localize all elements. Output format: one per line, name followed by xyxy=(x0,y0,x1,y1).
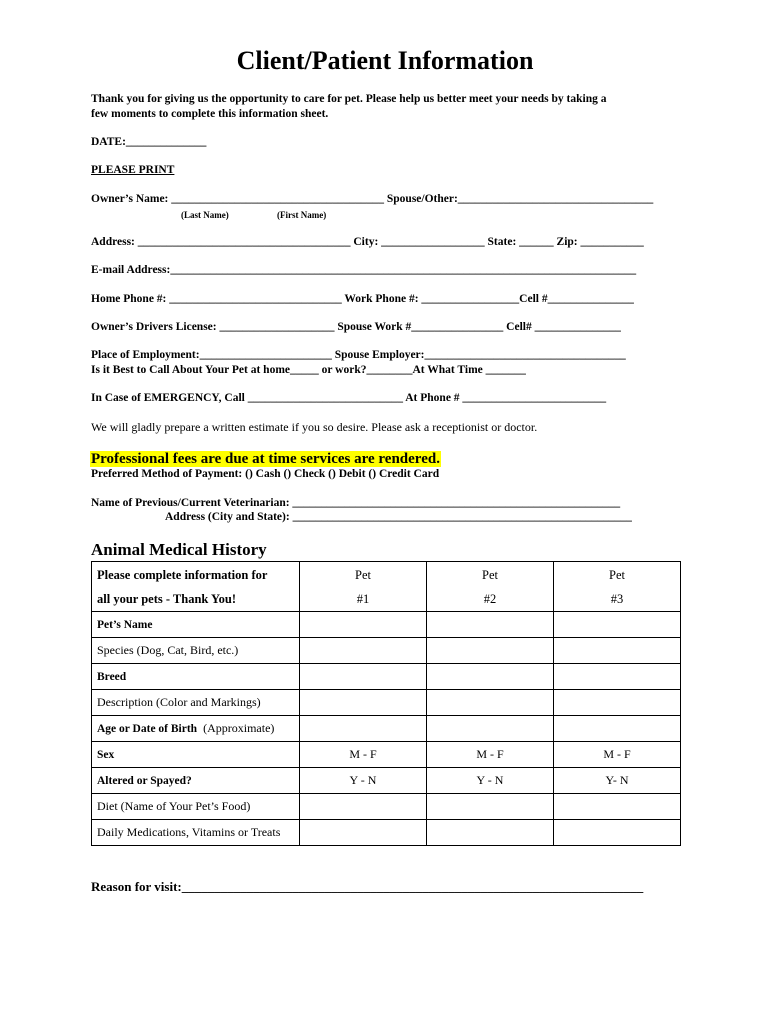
pet-3-description-cell[interactable] xyxy=(554,690,681,716)
pet-1-header-line-1: Pet xyxy=(355,567,371,582)
pet-2-diet-cell[interactable] xyxy=(427,794,554,820)
header-line-2: all your pets - Thank You! xyxy=(97,591,237,606)
address-field[interactable]: Address: _____________________________________ City: __________________ State: ______ Zip: ___________ xyxy=(91,236,644,248)
table-row xyxy=(92,638,681,664)
table-row xyxy=(92,794,681,820)
row-label xyxy=(92,638,300,664)
description-label: Description (Color and Markings) xyxy=(97,695,261,709)
email-field[interactable]: E-mail Address:_________________________________________________________________________________ xyxy=(91,264,637,276)
pet-3-diet-cell[interactable] xyxy=(554,794,681,820)
intro-text-line-1: Thank you for giving us the opportunity to care for pet. Please help us better meet your needs by taking a xyxy=(91,93,607,105)
previous-vet-address-field[interactable]: Address (City and State): ___________________________________________________________ xyxy=(165,511,632,523)
row-label xyxy=(92,716,300,742)
date-field[interactable]: DATE:______________ xyxy=(91,136,207,148)
pet-2-altered-cell[interactable]: Y - N xyxy=(427,768,554,794)
pet-3-medications-cell[interactable] xyxy=(554,820,681,846)
table-header-instructions xyxy=(92,562,300,612)
pet-1-altered-cell[interactable]: Y - N xyxy=(300,768,427,794)
row-label xyxy=(92,794,300,820)
sex-label: Sex xyxy=(97,749,115,761)
pet-2-description-cell[interactable] xyxy=(427,690,554,716)
age-label: Age or Date of Birth xyxy=(97,723,198,735)
header-line-1: Please complete information for xyxy=(97,567,268,582)
license-fields[interactable]: Owner’s Drivers License: ____________________ Spouse Work #________________ Cell# _______________ xyxy=(91,321,621,333)
table-row xyxy=(92,768,681,794)
pet-3-name-cell[interactable] xyxy=(554,612,681,638)
call-preference-field[interactable]: Is it Best to Call About Your Pet at home_____ or work?________At What Time _______ xyxy=(91,364,526,376)
pet-3-sex-cell[interactable]: M - F xyxy=(554,742,681,768)
reason-for-visit-field[interactable]: Reason for visit:_______________________________________________________________________ xyxy=(91,879,644,894)
owner-name-field[interactable]: Owner’s Name: _____________________________________ Spouse/Other:__________________________________ xyxy=(91,193,654,205)
pet-2-species-cell[interactable] xyxy=(427,638,554,664)
row-label xyxy=(92,820,300,846)
page-title: Client/Patient Information xyxy=(236,46,534,75)
pet-2-sex-cell[interactable]: M - F xyxy=(427,742,554,768)
table-row xyxy=(92,690,681,716)
pet-2-header-line-1: Pet xyxy=(482,567,498,582)
please-print-label: PLEASE PRINT xyxy=(91,164,175,176)
animal-medical-history-title: Animal Medical History xyxy=(91,540,267,559)
last-name-hint: (Last Name) xyxy=(181,210,229,220)
pet-2-breed-cell[interactable] xyxy=(427,664,554,690)
pet-1-age-cell[interactable] xyxy=(300,716,427,742)
first-name-hint: (First Name) xyxy=(277,210,327,220)
species-label: Species (Dog, Cat, Bird, etc.) xyxy=(97,643,239,657)
pet-3-header xyxy=(554,562,681,612)
pet-3-header-line-1: Pet xyxy=(609,567,625,582)
fees-notice-text: Professional fees are due at time services are rendered. xyxy=(91,451,440,467)
payment-method-options[interactable]: Preferred Method of Payment: () Cash () Check () Debit () Credit Card xyxy=(91,468,440,480)
breed-label: Breed xyxy=(97,671,127,683)
table-row xyxy=(92,820,681,846)
pet-2-age-cell[interactable] xyxy=(427,716,554,742)
pet-1-breed-cell[interactable] xyxy=(300,664,427,690)
table-row xyxy=(92,664,681,690)
row-label xyxy=(92,742,300,768)
fees-notice xyxy=(90,450,441,468)
pet-1-name-cell[interactable] xyxy=(300,612,427,638)
pet-1-species-cell[interactable] xyxy=(300,638,427,664)
row-label xyxy=(92,768,300,794)
pets-name-label: Pet’s Name xyxy=(97,619,153,631)
table-row xyxy=(92,742,681,768)
row-label xyxy=(92,690,300,716)
emergency-contact-field[interactable]: In Case of EMERGENCY, Call ___________________________ At Phone # _________________________ xyxy=(91,392,607,404)
pet-2-header-line-2: #2 xyxy=(483,591,497,606)
estimate-note: We will gladly prepare a written estimate if you so desire. Please ask a receptionist or doctor. xyxy=(91,420,538,434)
pet-3-species-cell[interactable] xyxy=(554,638,681,664)
pet-1-sex-cell[interactable]: M - F xyxy=(300,742,427,768)
employment-fields[interactable]: Place of Employment:_______________________ Spouse Employer:___________________________________ xyxy=(91,349,626,361)
medications-label: Daily Medications, Vitamins or Treats xyxy=(97,825,281,839)
altered-label: Altered or Spayed? xyxy=(97,775,192,787)
table-header-row xyxy=(92,562,681,612)
age-approximate-note: (Approximate) xyxy=(203,721,275,735)
table-row xyxy=(92,716,681,742)
pet-3-header-line-2: #3 xyxy=(610,591,624,606)
pet-1-description-cell[interactable] xyxy=(300,690,427,716)
row-label xyxy=(92,664,300,690)
pet-3-altered-cell[interactable]: Y- N xyxy=(554,768,681,794)
pet-1-medications-cell[interactable] xyxy=(300,820,427,846)
pet-3-age-cell[interactable] xyxy=(554,716,681,742)
animal-medical-history-table xyxy=(91,561,681,846)
row-label xyxy=(92,612,300,638)
pet-3-breed-cell[interactable] xyxy=(554,664,681,690)
diet-label: Diet (Name of Your Pet’s Food) xyxy=(97,799,251,813)
pet-2-name-cell[interactable] xyxy=(427,612,554,638)
pet-1-header-line-2: #1 xyxy=(356,591,370,606)
pet-1-header xyxy=(300,562,427,612)
pet-2-header xyxy=(427,562,554,612)
pet-1-diet-cell[interactable] xyxy=(300,794,427,820)
previous-vet-name-field[interactable]: Name of Previous/Current Veterinarian: _________________________________________________________ xyxy=(91,497,621,509)
phone-fields[interactable]: Home Phone #: ______________________________ Work Phone #: _________________Cell #_______________ xyxy=(91,293,634,305)
pet-2-medications-cell[interactable] xyxy=(427,820,554,846)
intro-text-line-2: few moments to complete this information sheet. xyxy=(91,108,329,120)
table-row xyxy=(92,612,681,638)
